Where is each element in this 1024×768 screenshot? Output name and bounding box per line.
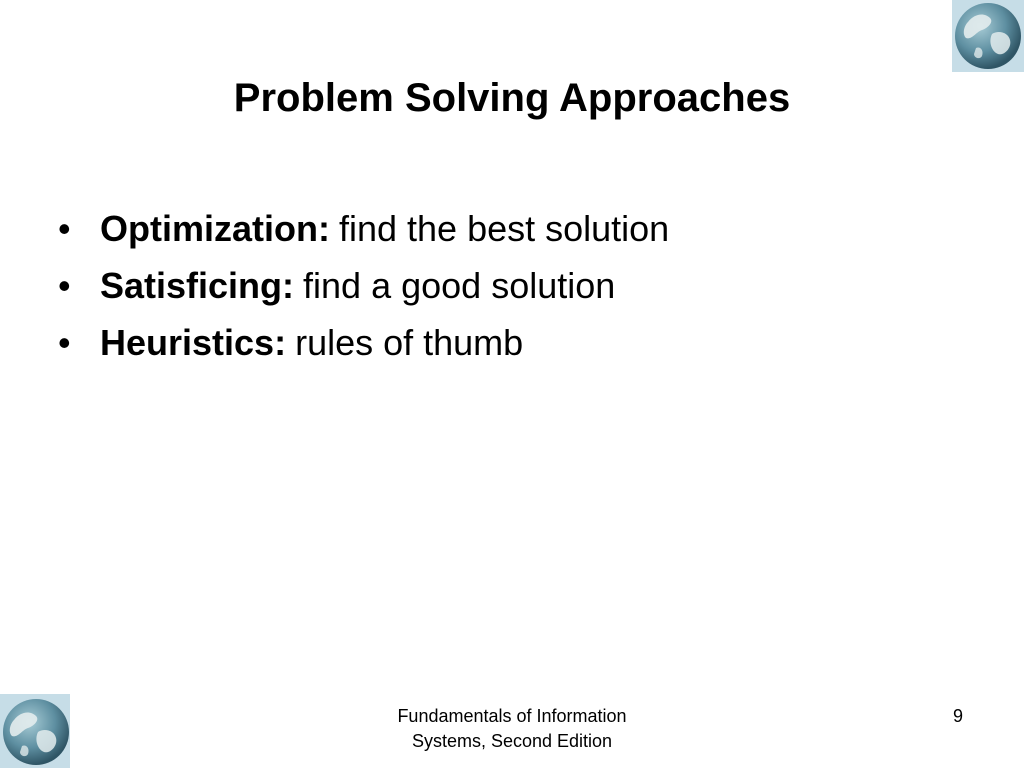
bullet-marker: • [58, 208, 71, 249]
bullet-marker: • [58, 322, 71, 363]
bullet-text: rules of thumb [295, 322, 524, 363]
footer-text [362, 704, 662, 754]
footer-line-1: Fundamentals of Information [397, 706, 627, 726]
bullet-text: find a good solution [303, 265, 616, 306]
list-item [58, 257, 958, 314]
footer-line-2: Systems, Second Edition [411, 731, 613, 751]
globe-icon [0, 694, 70, 768]
bullet-term: Heuristics: [100, 322, 287, 363]
bullet-marker: • [58, 265, 71, 306]
bullet-term: Optimization: [100, 208, 330, 249]
list-item [58, 200, 958, 257]
bullet-term: Satisficing: [100, 265, 295, 306]
globe-icon [952, 0, 1024, 72]
bullet-list [58, 200, 958, 371]
list-item [58, 314, 958, 371]
page-number: 9 [952, 706, 963, 726]
bullet-text: find the best solution [338, 208, 670, 249]
slide-title: Problem Solving Approaches [233, 76, 791, 120]
